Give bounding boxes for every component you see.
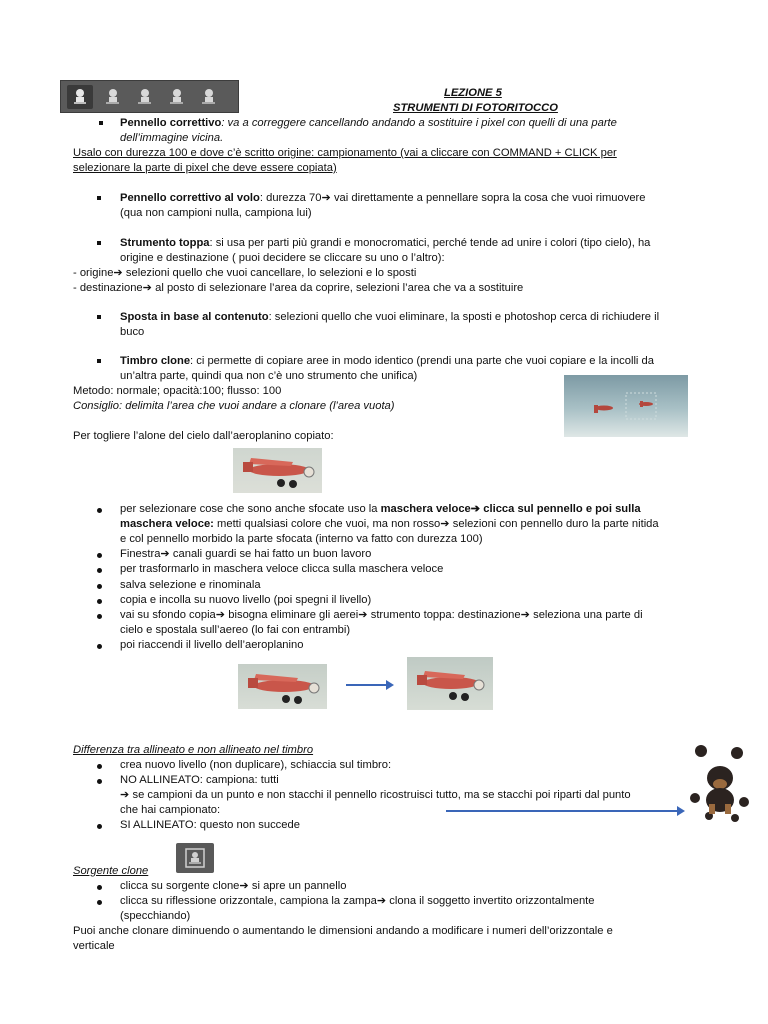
healing-brush-icon: [99, 85, 125, 109]
clone-stamp-icon: [195, 85, 221, 109]
right-arrow-icon: ➔: [160, 548, 170, 560]
bullet-dot: [97, 508, 102, 513]
arrow-right-long-icon: [446, 810, 678, 812]
bullet-dot: [97, 614, 102, 619]
pennello-correttivo-text-2: dell’immagine vicina.: [120, 132, 224, 144]
note-line-1: Usalo con durezza 100 e dove c’è scritto origine: campionamento (vai a cliccare con COMMAND + CLICK per: [73, 147, 617, 159]
bullet-dot: [97, 568, 102, 573]
bullet-dot: [97, 824, 102, 829]
bullet-dot: [97, 584, 102, 589]
sposta-contenuto-text: Sposta in base al contenuto: selezioni quello che vuoi eliminare, la sposti e photoshop cerca di richiudere il: [120, 311, 660, 323]
sfondo-copia-line: vai su sfondo copia➔ bisogna eliminare gli aerei➔ strumento toppa: destinazione➔ seleziona una parte di: [120, 609, 643, 621]
right-arrow-icon: ➔: [239, 880, 249, 892]
airplane-photo-after: [407, 657, 493, 710]
lesson-title: LEZIONE 5: [444, 87, 502, 99]
strumento-toppa-text-2: origine e destinazione ( puoi decidere se cliccare su uno o l’altro):: [120, 252, 445, 264]
sorgente-clone-title: Sorgente clone: [73, 865, 149, 877]
si-allineato-line: SI ALLINEATO: questo non succede: [120, 819, 300, 831]
bullet-dot: [97, 553, 102, 558]
bullet-dot: [97, 764, 102, 769]
right-arrow-icon: ➔: [113, 267, 123, 279]
pennello-al-volo-text-2: (qua non campioni nulla, campiona lui): [120, 207, 312, 219]
bullet-dot: [97, 900, 102, 905]
right-arrow-icon: ➔: [215, 609, 226, 621]
airplane-photo-before: [238, 664, 327, 709]
right-arrow-icon: ➔: [142, 282, 153, 294]
copia-incolla-line: copia e incolla su nuovo livello (poi spegni il livello): [120, 594, 372, 606]
note-line-2: selezionare la parte di pixel che deve essere copiata): [73, 162, 337, 174]
strumento-toppa-text: Strumento toppa: si usa per parti più grandi e monocromatici, perché tende ad unire i colori (tipo cielo), ha: [120, 237, 651, 249]
consiglio-line: Consiglio: delimita l’area che vuoi andare a clonare (l’area vuota): [73, 400, 395, 412]
bullet-dot: [97, 779, 102, 784]
puppy-clone-photo: [689, 744, 750, 826]
sposta-contenuto-text-2: buco: [120, 326, 145, 338]
origine-line: - origine➔ selezioni quello che vuoi cancellare, lo selezioni e lo sposti: [73, 267, 417, 279]
no-allineato-line-3: che hai campionato:: [120, 804, 221, 816]
metodo-line: Metodo: normale; opacità:100; flusso: 100: [73, 385, 282, 397]
bullet-square: [97, 196, 101, 200]
maschera-veloce-line-1: per selezionare cose che sono anche sfocate uso la maschera veloce➔ clicca sul pennello e poi sulla: [120, 503, 641, 515]
bullet-square: [97, 241, 101, 245]
sfondo-copia-line-2: cielo e spostala sull’aereo (lo fai con entrambi): [120, 624, 351, 636]
right-arrow-icon: ➔: [321, 192, 331, 204]
right-arrow-icon: ➔: [470, 503, 481, 515]
pennello-correttivo-text: Pennello correttivo: va a correggere cancellando andando a sostituire i pixel con quelli di una parte: [120, 117, 617, 129]
bullet-square: [97, 315, 101, 319]
no-allineato-line: NO ALLINEATO: campiona: tutti: [120, 774, 279, 786]
finestra-line: Finestra➔ canali guardi se hai fatto un buon lavoro: [120, 548, 372, 560]
trasformarlo-line: per trasformarlo in maschera veloce clicca sulla maschera veloce: [120, 563, 444, 575]
spot-healing-brush-icon: [67, 85, 93, 109]
healing-tools-toolbar-image: [60, 80, 239, 113]
right-arrow-icon: ➔: [520, 609, 530, 621]
puoi-anche-line-2: verticale: [73, 940, 115, 952]
nuovo-livello-line: crea nuovo livello (non duplicare), schiaccia sul timbro:: [120, 759, 392, 771]
right-arrow-icon: ➔: [358, 609, 368, 621]
patch-tool-icon: [131, 85, 157, 109]
salva-selezione-line: salva selezione e rinominala: [120, 579, 261, 591]
clone-source-icon: [176, 843, 214, 873]
no-allineato-line-2: ➔ se campioni da un punto e non stacchi il pennello ricostruisci tutto, ma se stacchi poi riparti dal punto: [120, 789, 631, 801]
bullet-dot: [97, 644, 102, 649]
maschera-veloce-line-2: maschera veloce: metti qualsiasi colore che vuoi, ma non rosso➔ selezioni con pennello duro la parte nitida: [120, 518, 659, 530]
bullet-square: [97, 359, 101, 363]
riaccendi-line: poi riaccendi il livello dell’aeroplanino: [120, 639, 304, 651]
maschera-veloce-line-3: e col pennello morbido la parte sfocata (interno va fatto con durezza 100): [120, 533, 483, 545]
bullet-square: [99, 121, 103, 125]
pennello-al-volo-text: Pennello correttivo al volo: durezza 70➔ vai direttamente a pennellare sopra la cosa che vuoi rimuovere: [120, 192, 646, 204]
bullet-dot: [97, 599, 102, 604]
destinazione-line: - destinazione➔ al posto di selezionare l’area da coprire, selezioni l’area che va a sostituire: [73, 282, 524, 294]
right-arrow-icon: ➔: [376, 895, 387, 907]
right-arrow-icon: ➔: [440, 518, 450, 530]
right-arrow-icon: ➔: [120, 789, 130, 801]
sorgente-line-2: clicca su riflessione orizzontale, campiona la zampa➔ clona il soggetto invertito orizzontalmente: [120, 895, 595, 907]
timbro-clone-text-2: un’altra parte, quindi qua non c’è uno strumento che unifica): [120, 370, 418, 382]
airplane-photo: [233, 448, 322, 493]
arrow-right-icon: [346, 684, 387, 686]
content-aware-move-icon: [163, 85, 189, 109]
puoi-anche-line: Puoi anche clonare diminuendo o aumentando le dimensioni andando a modificare i numeri dell’orizzontale e: [73, 925, 613, 937]
timbro-clone-text: Timbro clone: ci permette di copiare aree in modo identico (prendi una parte che vuoi copiare e la incolli da: [120, 355, 654, 367]
sorgente-line-3: (specchiando): [120, 910, 191, 922]
bullet-dot: [97, 885, 102, 890]
sky-planes-photo: [564, 375, 688, 437]
alone-line: Per togliere l’alone del cielo dall’aeroplanino copiato:: [73, 430, 334, 442]
sorgente-line-1: clicca su sorgente clone➔ si apre un pannello: [120, 880, 347, 892]
lesson-subtitle: STRUMENTI DI FOTORITOCCO: [393, 102, 558, 114]
allineato-title: Differenza tra allineato e non allineato nel timbro: [73, 744, 314, 756]
